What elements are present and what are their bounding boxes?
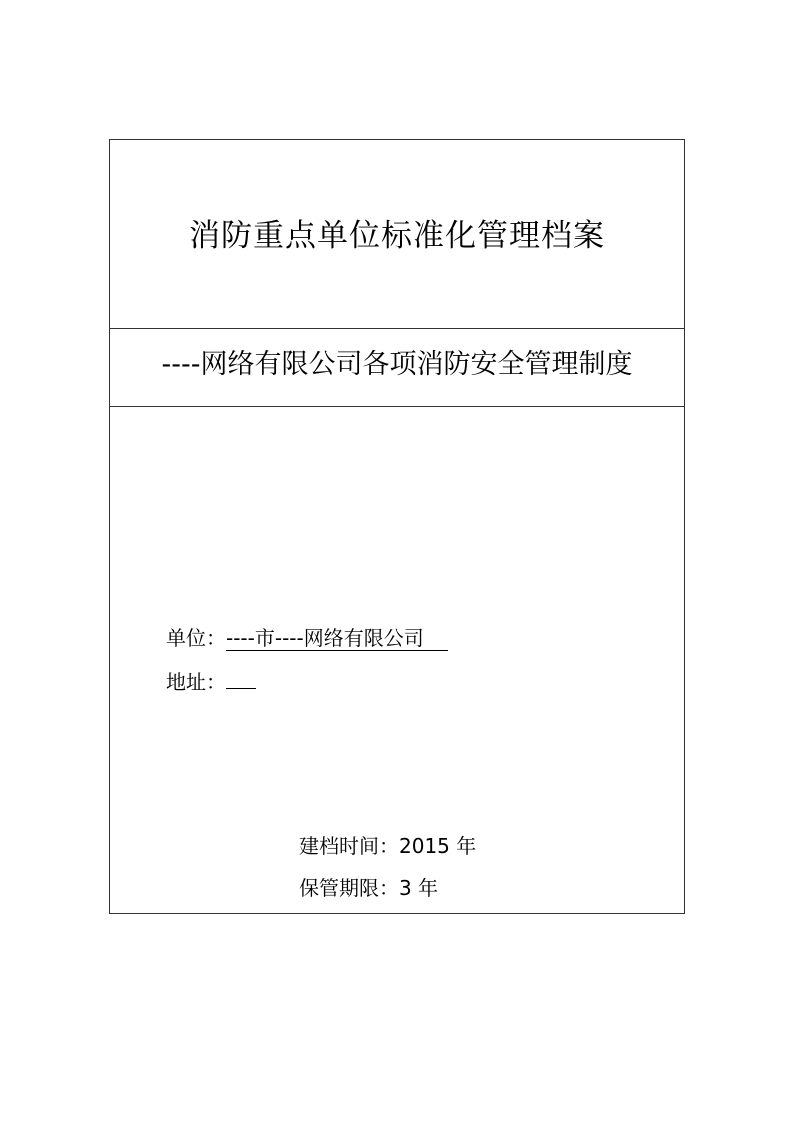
address-label: 地址： [166, 670, 226, 694]
subtitle-section [110, 329, 684, 407]
retention-period-label: 保管期限： [299, 876, 399, 900]
document-subtitle: ----网络有限公司各项消防安全管理制度 [161, 349, 633, 380]
address-row [166, 666, 256, 696]
title-section [110, 140, 684, 329]
archive-date-row [299, 832, 476, 860]
address-value [226, 666, 256, 689]
retention-period-row [299, 874, 438, 902]
unit-label: 单位： [166, 626, 226, 650]
document-title: 消防重点单位标准化管理档案 [189, 218, 605, 254]
unit-row [166, 624, 448, 652]
archive-cover-frame [109, 139, 685, 914]
archive-date-value: 2015 年 [399, 834, 477, 858]
unit-value: ----市----网络有限公司 [226, 626, 448, 651]
retention-period-value: 3 年 [399, 876, 439, 900]
archive-date-label: 建档时间： [299, 834, 399, 858]
